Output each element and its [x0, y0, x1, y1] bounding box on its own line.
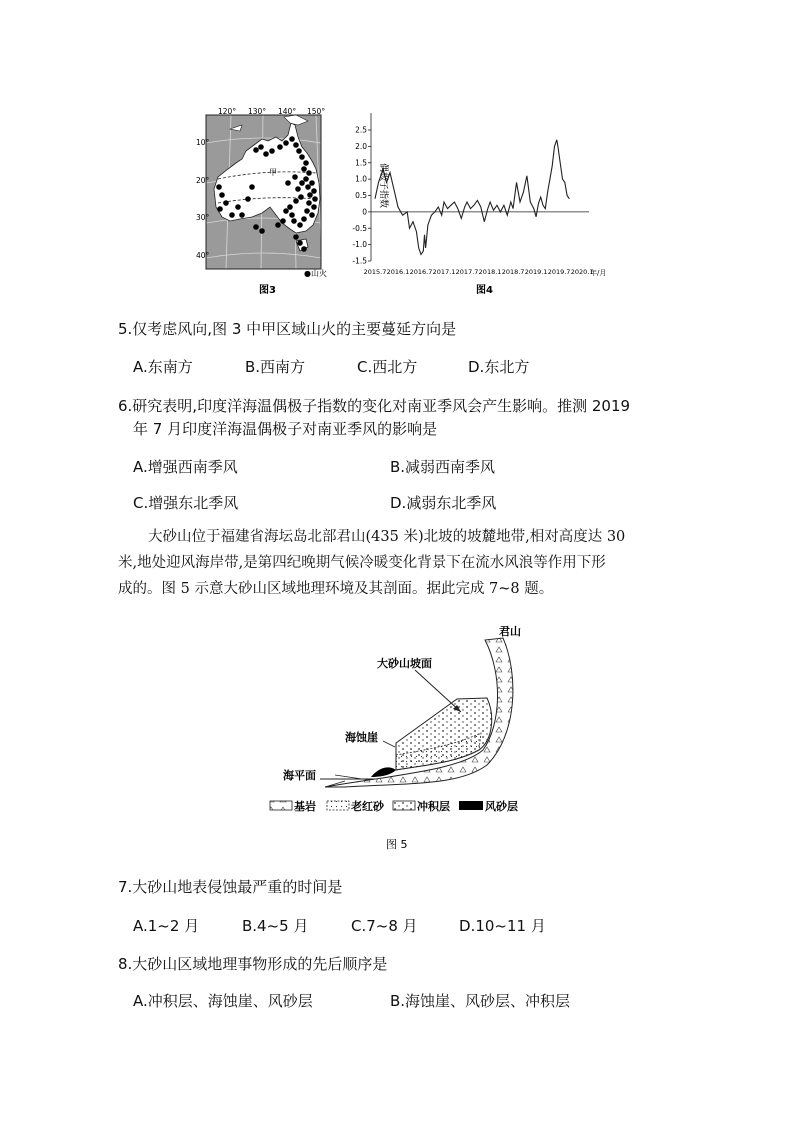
y-tick-label: -1.5 — [352, 256, 367, 266]
q5-option-c[interactable]: C.西北方 — [357, 358, 418, 376]
question-6-stem-line2: 年 7 月印度洋海温偶极子对南亚季风的影响是 — [133, 420, 438, 438]
y-tick-label: 2.0 — [355, 141, 367, 151]
x-tick-label: 2020.1 — [570, 268, 594, 276]
q8-option-a[interactable]: A.冲积层、海蚀崖、风砂层 — [133, 992, 313, 1010]
q6-option-a[interactable]: A.增强西南季风 — [133, 458, 238, 476]
sea-level-label: 海平面 — [283, 769, 316, 782]
legend-aeolian-sand: 风砂层 — [485, 800, 518, 813]
x-tick-label: 2019.7 — [547, 268, 571, 276]
dipole-index-line — [375, 140, 569, 255]
q5-option-d[interactable]: D.东北方 — [468, 358, 530, 376]
q6-option-d[interactable]: D.减弱东北季风 — [390, 494, 497, 512]
q5-option-a[interactable]: A.东南方 — [133, 358, 193, 376]
legend-bedrock: 基岩 — [294, 800, 316, 813]
question-8-stem: 8.大砂山区域地理事物形成的先后顺序是 — [118, 955, 388, 973]
legend-aeolian-swatch — [459, 801, 483, 810]
question-6-stem-line1: 6.研究表明,印度洋海温偶极子指数的变化对南亚季风会产生影响。推测 2019 — [118, 397, 631, 415]
x-tick-label: 2016.1 — [386, 268, 410, 276]
x-tick-label: 2016.7 — [409, 268, 433, 276]
x-unit-label: 年/月 — [590, 269, 607, 277]
legend-alluvium-swatch — [393, 801, 415, 810]
passage-line-2: 米,地处迎风海岸带,是第四纪晚期气候冷暖变化背景下在流水风浪等作用下形 — [118, 555, 606, 571]
passage-line-1: 大砂山位于福建省海坛岛北部君山(435 米)北坡的坡麓地带,相对高度达 30 — [148, 529, 626, 545]
figure-3-caption: 图3 — [259, 285, 276, 295]
slope-label: 大砂山坡面 — [377, 657, 432, 670]
q7-option-c[interactable]: C.7~8 月 — [351, 917, 418, 935]
lat-label-20: 20° — [196, 176, 210, 185]
lat-label-40: 40° — [196, 251, 210, 260]
region-jia-label: 甲 — [269, 168, 277, 177]
y-tick-label: 0 — [362, 207, 367, 217]
y-tick-label: 1.0 — [355, 174, 367, 184]
figure-4-chart — [345, 103, 615, 295]
lat-label-10: 10° — [196, 138, 210, 147]
question-5-stem: 5.仅考虑风向,图 3 中甲区域山火的主要蔓延方向是 — [118, 320, 457, 338]
question-7-stem: 7.大砂山地表侵蚀最严重的时间是 — [118, 878, 343, 896]
figure-5-legend — [270, 799, 518, 813]
figure-4-caption: 图4 — [476, 285, 493, 295]
lon-label-150: 150° — [307, 107, 326, 116]
y-tick-label: -0.5 — [352, 223, 367, 233]
q7-option-b[interactable]: B.4~5 月 — [242, 917, 309, 935]
legend-bedrock-swatch — [270, 801, 292, 810]
legend-alluvium: 冲积层 — [417, 800, 450, 813]
q5-option-b[interactable]: B.西南方 — [245, 358, 306, 376]
q7-option-d[interactable]: D.10~11 月 — [459, 917, 546, 935]
x-tick-label: 2018.1 — [478, 268, 502, 276]
x-tick-label: 2017.7 — [455, 268, 479, 276]
figure-3-map — [196, 103, 346, 295]
junshan-label: 君山 — [499, 625, 521, 638]
x-tick-label: 2015.7 — [363, 268, 387, 276]
lon-label-120: 120° — [218, 107, 237, 116]
q6-option-b[interactable]: B.减弱西南季风 — [390, 458, 496, 476]
q7-option-a[interactable]: A.1~2 月 — [133, 917, 200, 935]
aeolian-sand-layer — [371, 767, 396, 777]
y-tick-label: 1.5 — [355, 158, 367, 168]
figure-5-profile — [265, 615, 565, 855]
x-tick-label: 2018.7 — [501, 268, 525, 276]
passage-line-3: 成的。图 5 示意大砂山区域地理环境及其剖面。据此完成 7~8 题。 — [118, 581, 554, 597]
y-tick-label: 0.5 — [355, 191, 367, 200]
x-tick-label: 2019.1 — [524, 268, 548, 276]
slope-leader — [415, 670, 461, 712]
figure-5-caption: 图 5 — [386, 838, 408, 851]
q8-option-b[interactable]: B.海蚀崖、风砂层、冲积层 — [390, 992, 571, 1010]
y-tick-label: -1.0 — [352, 240, 367, 250]
y-axis-label: 偶极子指数 — [378, 163, 388, 209]
legend-old-red-sand-swatch — [327, 801, 349, 810]
legend-old-red-sand: 老红砂 — [351, 800, 384, 813]
lon-label-130: 130° — [248, 107, 267, 116]
fire-legend: ●山火 — [304, 269, 327, 278]
q6-option-c[interactable]: C.增强东北季风 — [133, 494, 239, 512]
y-tick-label: 2.5 — [355, 125, 367, 135]
lon-label-140: 140° — [278, 107, 297, 116]
x-tick-label: 2017.1 — [432, 268, 456, 276]
lat-label-30: 30° — [196, 213, 210, 222]
sea-cliff-label: 海蚀崖 — [345, 731, 378, 744]
